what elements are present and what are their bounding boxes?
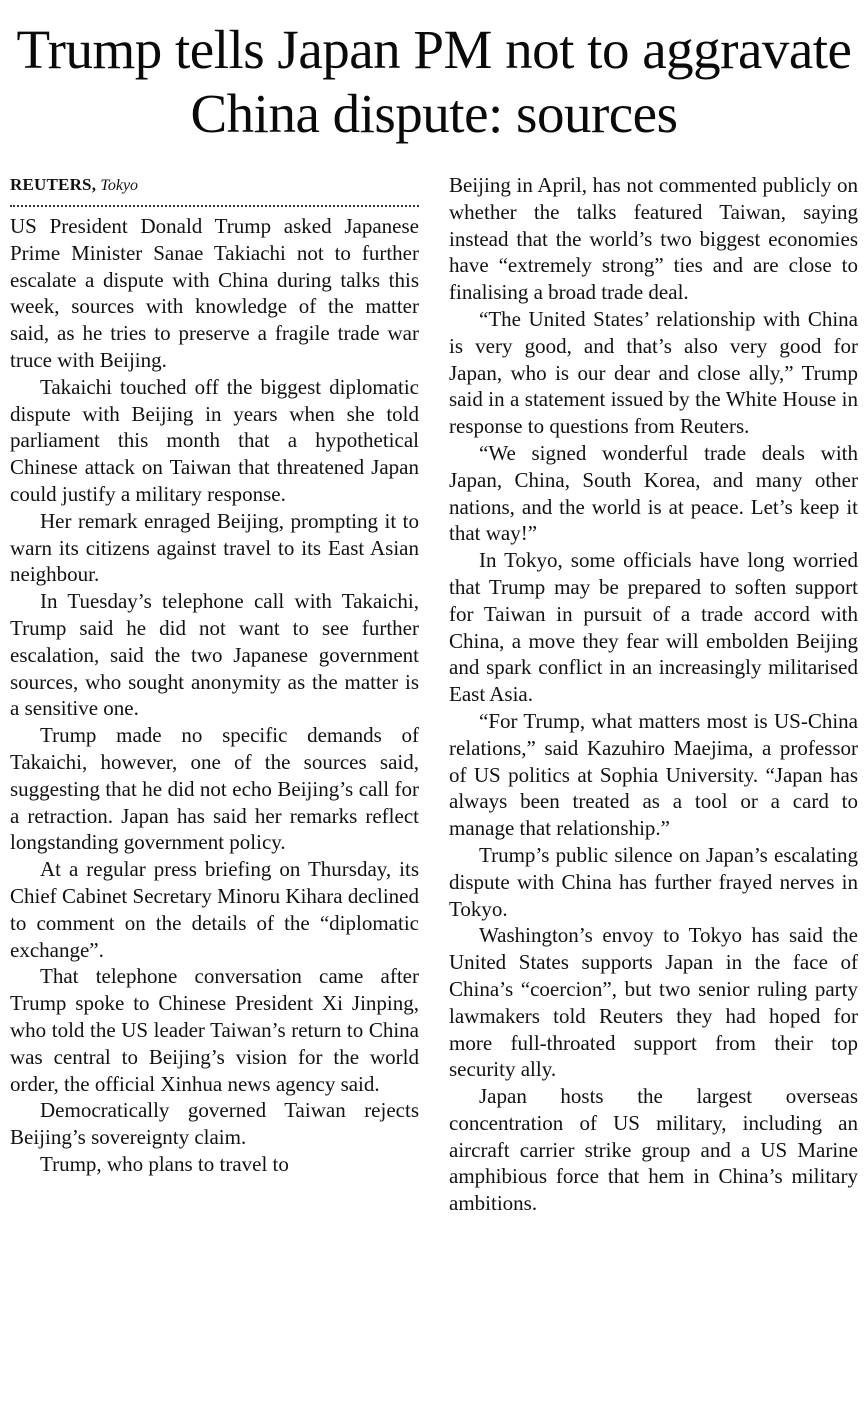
paragraph: “The United States’ relationship with China is very good, and that’s also very good for Japan, who is our dear and close ally,” Trump said in a statement issued by the White House in response to questions from Reuters.: [449, 306, 858, 439]
paragraph: Trump made no specific demands of Takaichi, however, one of the sources said, suggesting that he did not echo Beijing’s call for a retraction. Japan has said her remarks reflect longstanding government policy.: [10, 723, 419, 855]
paragraph: Japan hosts the largest overseas concentration of US military, including an aircraft carrier strike group and a US Marine amphibious force that hem in China’s military ambitions.: [449, 1084, 858, 1216]
paragraph: In Tuesday’s telephone call with Takaichi, Trump said he did not want to see further escalation, said the two Japanese government sources, who sought anonymity as the matter is a sensitive one.: [10, 589, 419, 721]
paragraph: US President Donald Trump asked Japanese Prime Minister Sanae Takiachi not to further escalate a dispute with China during talks this week, sources with knowledge of the matter said, as he tries to preserve a fragile trade war truce with Beijing.: [10, 214, 419, 372]
byline-location: Tokyo: [100, 177, 139, 194]
paragraph: Trump, who plans to travel to: [40, 1151, 289, 1176]
headline: Trump tells Japan PM not to aggravate China dispute: sources: [16, 19, 852, 144]
paragraph: “We signed wonderful trade deals with Japan, China, South Korea, and many other nations, and the world is at peace. Let’s keep it that way!”: [449, 440, 858, 546]
paragraph: Her remark enraged Beijing, prompting it to warn its citizens against travel to its East Asian neighbour.: [10, 508, 419, 587]
paragraph: In Tokyo, some officials have long worried that Trump may be prepared to soften support for Taiwan in pursuit of a trade accord with China, a move they fear will embolden Beijing and spark conflict in an increasingly militarised East Asia.: [449, 548, 858, 707]
column-left: [10, 172, 419, 1217]
paragraph: Takaichi touched off the biggest diplomatic dispute with Beijing in years when she told parliament this month that a hypothetical Chinese attack on Taiwan that threatened Japan could justify a military response.: [10, 374, 419, 506]
paragraph: Beijing in April, has not commented publicly on whether the talks featured Taiwan, saying instead that the world’s two biggest economies have “extremely strong” ties and are close to finalising a broad trade deal.: [449, 173, 858, 305]
paragraph: Washington’s envoy to Tokyo has said the United States supports Japan in the face of China’s “coercion”, but two senior ruling party lawmakers told Reuters they had hoped for more full-throated support from their top security ally.: [449, 923, 858, 1082]
paragraph: Democratically governed Taiwan rejects Beijing’s sovereignty claim.: [10, 1098, 419, 1150]
byline-agency: REUTERS,: [10, 175, 97, 194]
paragraph: “For Trump, what matters most is US-China relations,” said Kazuhiro Maejima, a professor of US politics at Sophia University. “Japan has always been treated as a tool or a card to manage that relationship.”: [449, 708, 858, 841]
article-body: [10, 172, 858, 1217]
byline: [10, 172, 419, 207]
paragraph: At a regular press briefing on Thursday, its Chief Cabinet Secretary Minoru Kihara declined to comment on the details of the “diplomatic exchange”.: [10, 857, 419, 962]
paragraph: That telephone conversation came after Trump spoke to Chinese President Xi Jinping, who told the US leader Taiwan’s return to China was central to Beijing’s vision for the world order, the official Xinhua news agency said.: [10, 964, 419, 1096]
paragraph: Trump’s public silence on Japan’s escalating dispute with China has further frayed nerves in Tokyo.: [449, 842, 858, 921]
column-right: [449, 172, 858, 1217]
